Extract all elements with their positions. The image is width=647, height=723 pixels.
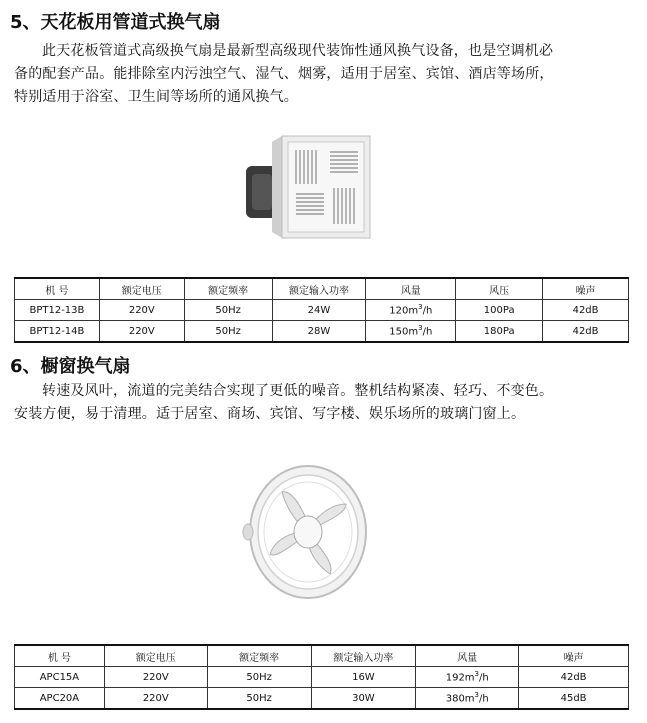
table-row [15,688,629,710]
header-noise: 噪声 [543,278,629,300]
cell-voltage: 220V [104,688,207,710]
header-frequency: 额定频率 [207,645,311,667]
cell-frequency: 50Hz [184,300,272,321]
window-fan-spec-table [14,644,629,710]
header-airflow: 风量 [366,278,456,300]
window-fan-product-image [242,462,368,602]
description-line-2: 备的配套产品。能排除室内污浊空气、湿气、烟雾，适用于居室、宾馆、酒店等场所， [14,66,554,82]
cell-model: BPT12-13B [15,300,100,321]
cell-voltage: 220V [99,300,184,321]
table-row [15,321,629,343]
header-pressure: 风压 [456,278,543,300]
window-fan-description [14,380,634,426]
cell-power: 24W [272,300,366,321]
cell-noise: 42dB [519,667,629,688]
cell-pressure: 100Pa [456,300,543,321]
cell-frequency: 50Hz [207,667,311,688]
cell-power: 28W [272,321,366,343]
cell-noise: 42dB [543,300,629,321]
cell-frequency: 50Hz [184,321,272,343]
section-title-window-fan: 6、橱窗换气扇 [10,356,131,377]
section-title-ceiling-fan: 5、天花板用管道式换气扇 [10,12,221,33]
cell-noise: 42dB [543,321,629,343]
header-power: 额定输入功率 [272,278,366,300]
cell-model: APC20A [15,688,105,710]
header-voltage: 额定电压 [99,278,184,300]
description-line-1: 转速及风叶，流道的完美结合实现了更低的噪音。整机结构紧凑、轻巧、不变色。 [42,383,554,399]
cell-voltage: 220V [99,321,184,343]
description-line-1: 此天花板管道式高级换气扇是最新型高级现代装饰性通风换气设备，也是空调机必 [42,43,554,59]
cell-airflow: $380m^3/h$ [416,688,519,710]
header-frequency: 额定频率 [184,278,272,300]
header-airflow: 风量 [416,645,519,667]
table-header-row [15,645,629,667]
cell-model: BPT12-14B [15,321,100,343]
ceiling-fan-product-image [244,128,374,248]
header-noise: 噪声 [519,645,629,667]
cell-frequency: 50Hz [207,688,311,710]
description-line-2: 安装方便，易于清理。适于居室、商场、宾馆、写字楼、娱乐场所的玻璃门窗上。 [14,406,526,422]
cell-power: 16W [311,667,416,688]
ceiling-fan-description [14,40,634,109]
ceiling-fan-spec-table [14,277,629,343]
cell-airflow: $192m^3/h$ [416,667,519,688]
header-power: 额定输入功率 [311,645,416,667]
header-model: 机 号 [15,278,100,300]
header-model: 机 号 [15,645,105,667]
table-row [15,667,629,688]
table-row [15,300,629,321]
cell-power: 30W [311,688,416,710]
cell-pressure: 180Pa [456,321,543,343]
table-header-row [15,278,629,300]
header-voltage: 额定电压 [104,645,207,667]
cell-noise: 45dB [519,688,629,710]
cell-voltage: 220V [104,667,207,688]
cell-model: APC15A [15,667,105,688]
cell-airflow: $150m^3/h$ [366,321,456,343]
description-line-3: 特别适用于浴室、卫生间等场所的通风换气。 [14,89,298,105]
cell-airflow: $120m^3/h$ [366,300,456,321]
